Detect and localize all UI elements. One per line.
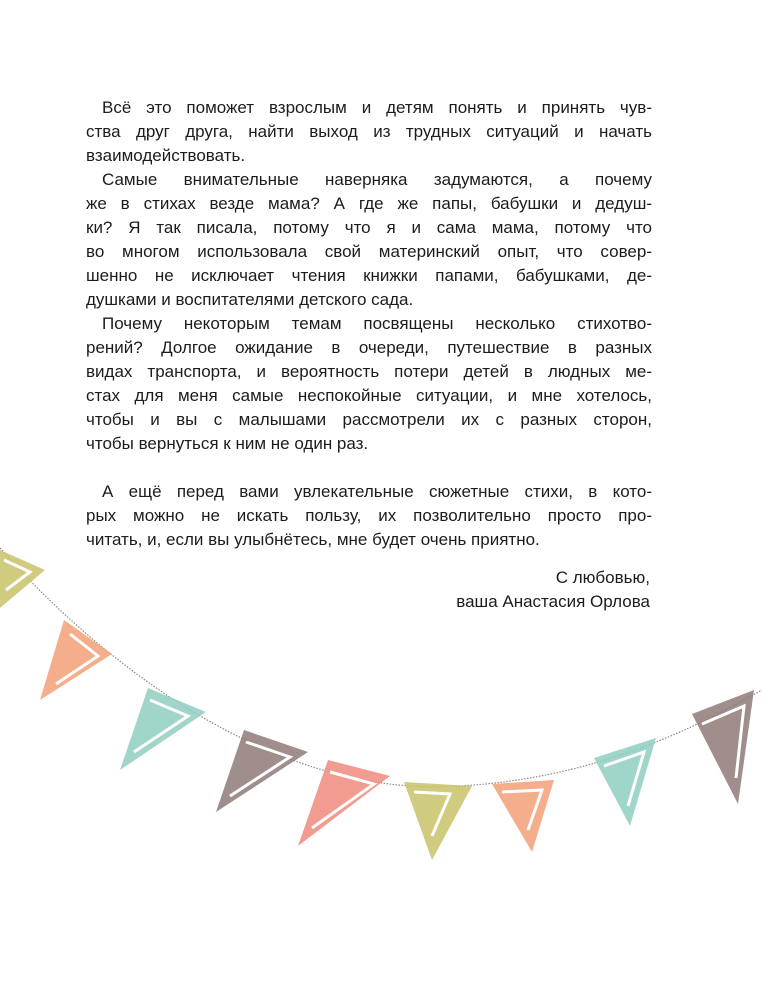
- pennant-flag: [298, 760, 390, 846]
- pennant-flag: [692, 690, 754, 804]
- pennant-flag: [216, 730, 308, 812]
- bunting-garland-illustration: [0, 530, 762, 860]
- text-line: Самые внимательные наверняка задумаются, а почему: [102, 170, 652, 189]
- body-text: [86, 96, 652, 552]
- text-line: стах для меня самые неспокойные ситуации, и мне хотелось,: [86, 386, 652, 405]
- text-line: ства друг друга, найти выход из трудных ситуаций и начать: [86, 122, 652, 141]
- paragraph-gap: [86, 456, 652, 480]
- text-line: рений? Долгое ожидание в очереди, путешествие в разных: [86, 338, 652, 357]
- pennant-flag: [0, 550, 45, 608]
- text-line: Всё это поможет взрослым и детям понять и принять чув-: [102, 98, 652, 117]
- pennant-flag: [404, 782, 472, 860]
- signature-closing: С любовью,: [555, 568, 650, 587]
- pennant-flag: [492, 780, 554, 852]
- text-line: рых можно не искать пользу, их позволительно просто про-: [86, 506, 652, 525]
- text-line: ки? Я так писала, потому что я и сама мама, потому что: [86, 218, 652, 237]
- text-line: А ещё перед вами увлекательные сюжетные стихи, в кото-: [102, 482, 652, 501]
- text-line: Почему некоторым темам посвящены несколько стихотво-: [102, 314, 652, 333]
- text-line: чтобы вернуться к ним не один раз.: [86, 434, 369, 453]
- text-line: шенно не исключает чтения книжки папами, бабушками, де-: [86, 266, 652, 285]
- text-line: чтобы и вы с малышами рассмотрели их с разных сторон,: [86, 410, 652, 429]
- text-line: же в стихах везде мама? А где же папы, бабушки и дедуш-: [86, 194, 652, 213]
- signature-author: ваша Анастасия Орлова: [456, 592, 650, 611]
- text-line: во многом использовала свой материнский опыт, что совер-: [86, 242, 652, 261]
- text-line: взаимодействовать.: [86, 146, 246, 165]
- text-line: душками и воспитателями детского сада.: [86, 290, 414, 309]
- text-line: видах транспорта, и вероятность потери детей в людных ме-: [86, 362, 652, 381]
- pennant-flag: [594, 738, 656, 826]
- text-line: читать, и, если вы улыбнётесь, мне будет очень приятно.: [86, 530, 540, 549]
- pennant-flag: [40, 620, 112, 700]
- pennant-flag: [120, 688, 206, 770]
